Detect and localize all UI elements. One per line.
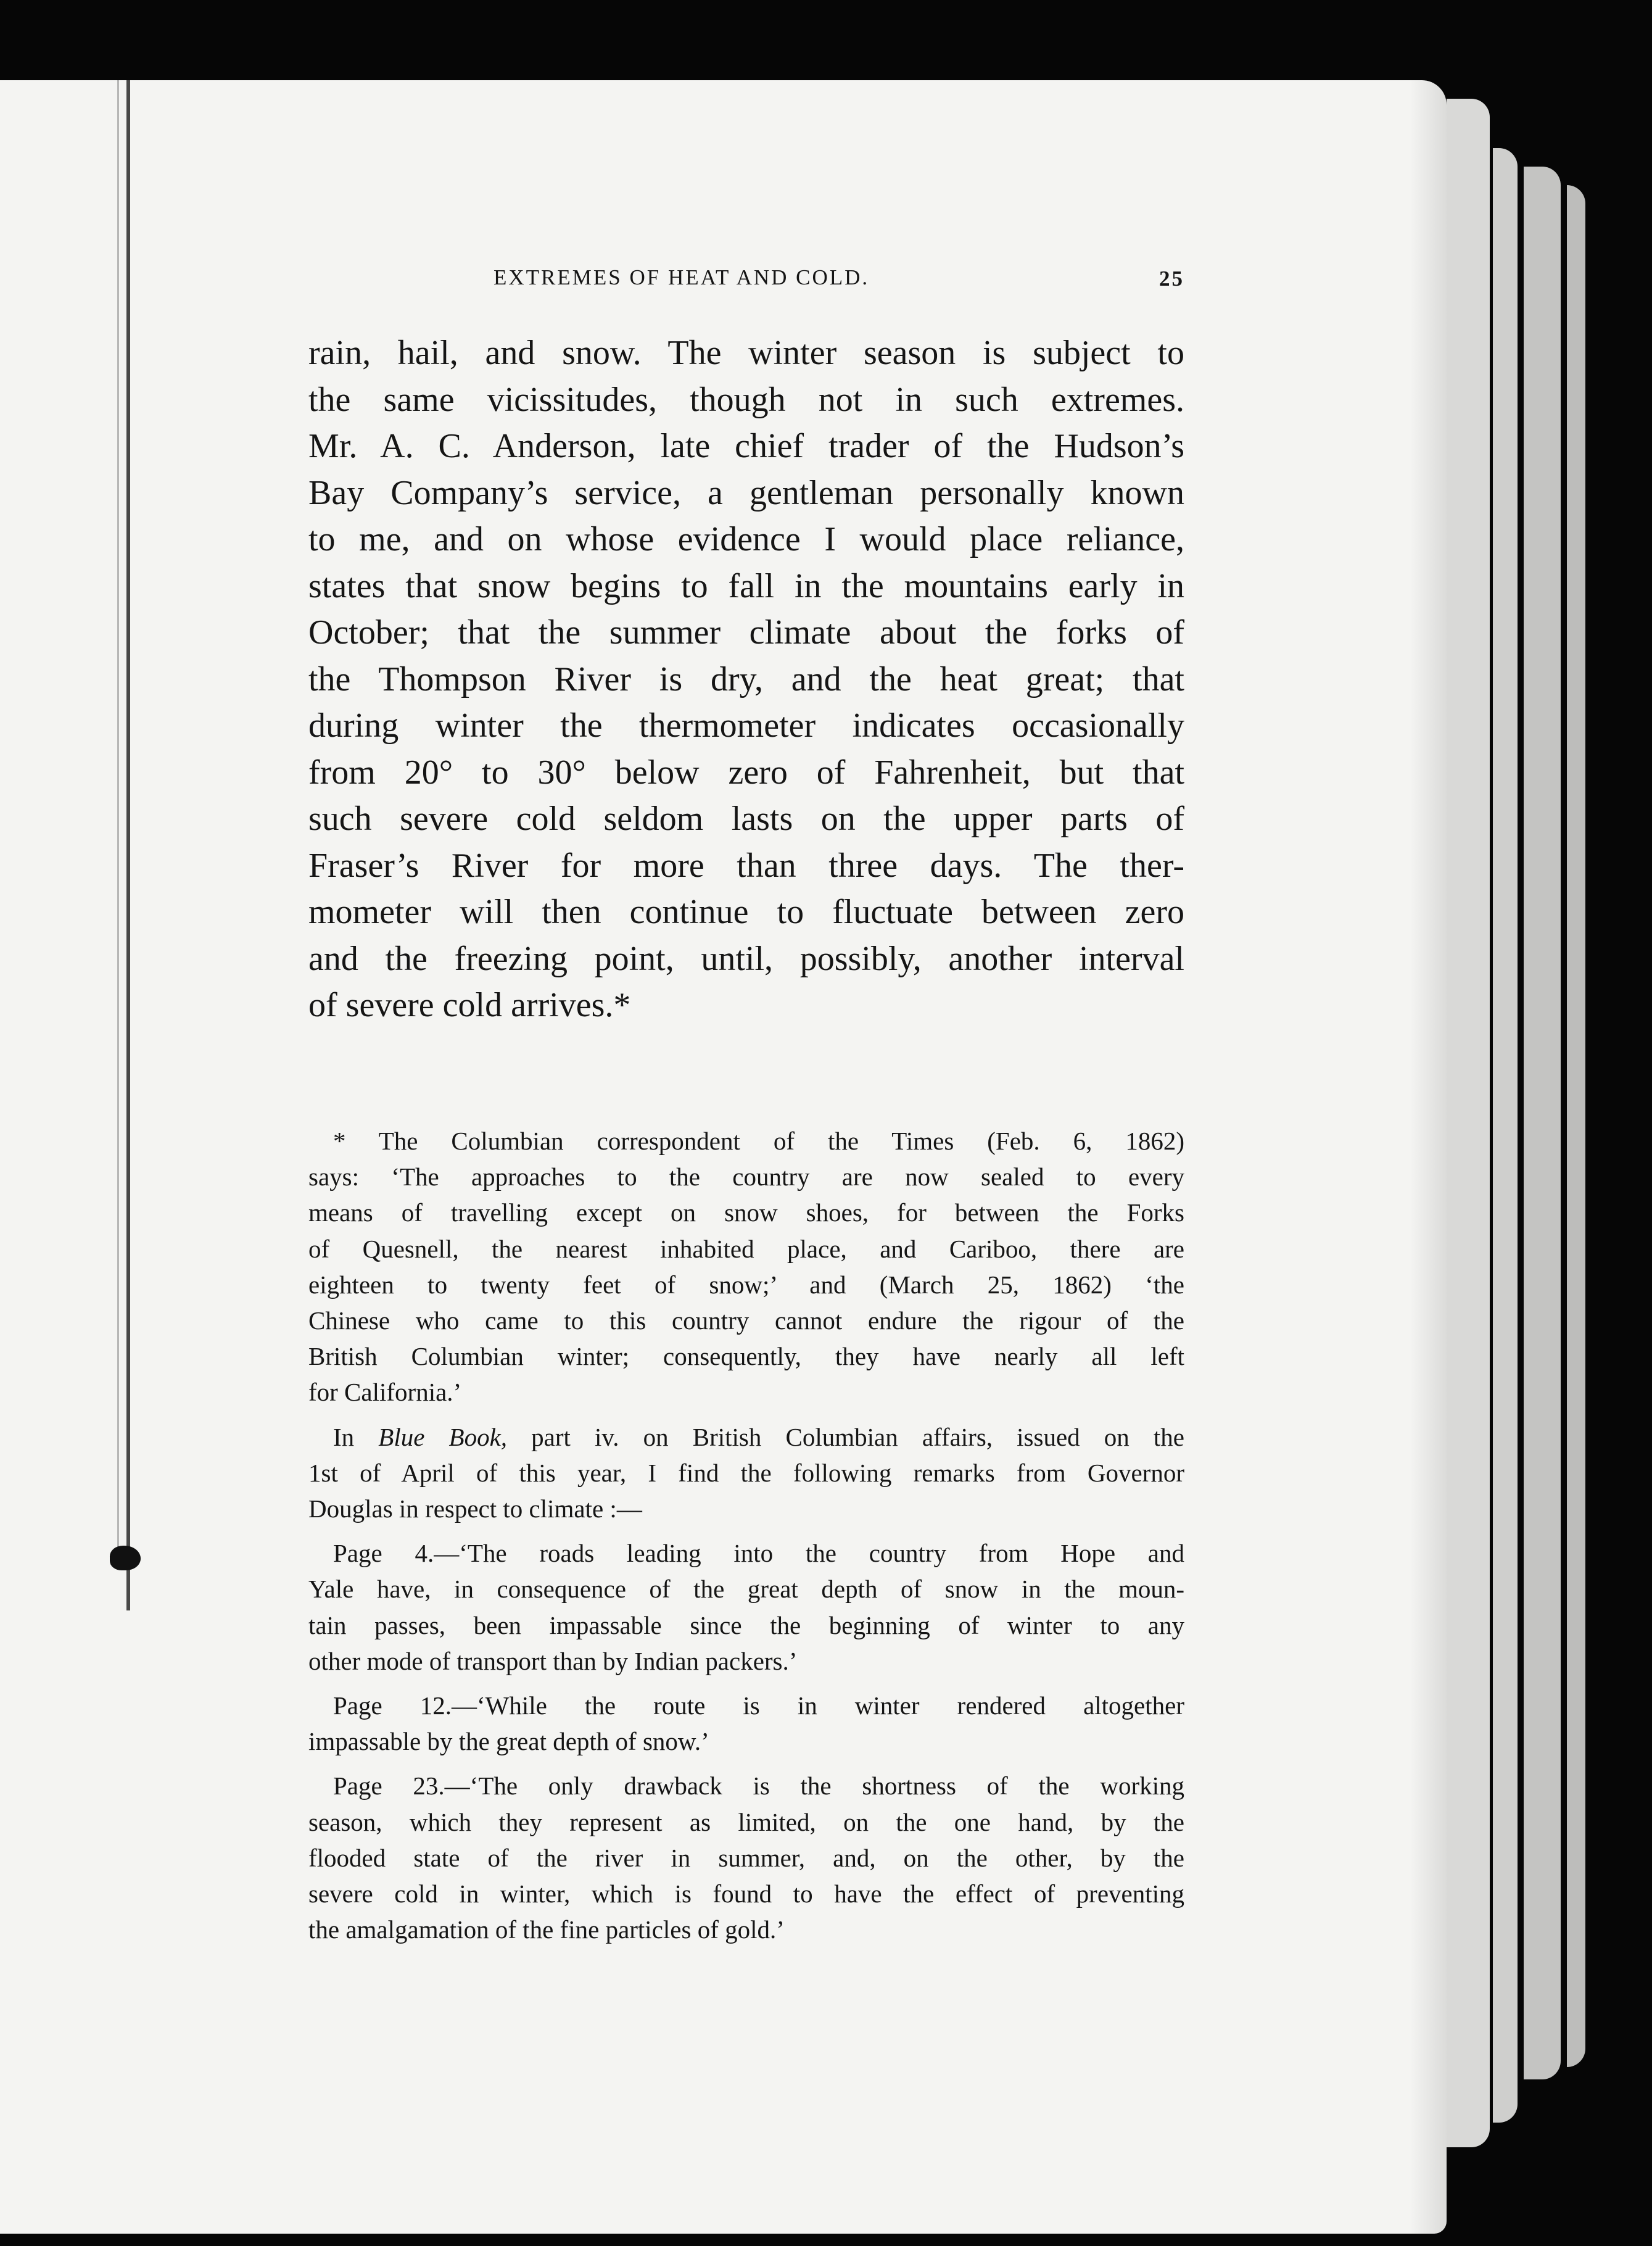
gutter-line: [126, 80, 130, 1610]
footnote-page12: [308, 1688, 1184, 1759]
body-line: Mr. A. C. Anderson, late chief trader of the Hudson’s: [308, 427, 1184, 465]
body-paragraph: [308, 330, 1184, 1029]
page-edge: [1447, 99, 1490, 2147]
page-edge: [1524, 167, 1561, 2079]
footnote-line: Page 4.—‘The roads leading into the country from Hope and: [333, 1539, 1184, 1568]
book-page: [0, 80, 1447, 2234]
bluebook-title: Blue Book,: [378, 1422, 508, 1451]
page-edge: [1493, 148, 1518, 2123]
gutter-mark: [110, 1546, 141, 1570]
body-line: Bay Company’s service, a gentleman personally known: [308, 473, 1184, 512]
bluebook-rest: part iv. on British Columbian affairs, issued on the: [507, 1422, 1184, 1451]
footnote-line: eighteen to twenty feet of snow;’ and (March 25, 1862) ‘the: [308, 1270, 1184, 1299]
footnote-line: season, which they represent as limited, on the one hand, by the: [308, 1807, 1184, 1836]
footnotes: [308, 1123, 1184, 1947]
body-line: mometer will then continue to fluctuate between zero: [308, 893, 1184, 931]
body-line: to me, and on whose evidence I would place reliance,: [308, 520, 1184, 558]
page-edge: [1567, 185, 1585, 2067]
body-line: such severe cold seldom lasts on the upper parts of: [308, 800, 1184, 838]
footnote-line: other mode of transport than by Indian packers.’: [308, 1646, 798, 1675]
footnote-bluebook: [308, 1419, 1184, 1527]
footnote-line: Page 23.—‘The only drawback is the shortness of the working: [333, 1772, 1184, 1801]
footnote-line: severe cold in winter, which is found to have the effect of preventing: [308, 1879, 1184, 1908]
footnote-line: of Quesnell, the nearest inhabited place, and Cariboo, there are: [308, 1234, 1184, 1263]
footnote-page4: [308, 1535, 1184, 1679]
body-line: and the freezing point, until, possibly, another interval: [308, 939, 1184, 978]
footnote-page23: [308, 1768, 1184, 1947]
body-line: October; that the summer climate about the forks of: [308, 613, 1184, 652]
body-line: from 20° to 30° below zero of Fahrenheit, but that: [308, 753, 1184, 792]
body-line: of severe cold arrives.*: [308, 986, 631, 1024]
footnote-line: 1st of April of this year, I find the following remarks from Governor: [308, 1458, 1184, 1487]
body-line: Fraser’s River for more than three days. The ther-: [308, 846, 1184, 885]
gutter-shadow: [117, 80, 119, 1561]
footnote-times: [308, 1123, 1184, 1411]
footnote-line: means of travelling except on snow shoes, for between the Forks: [308, 1198, 1184, 1227]
footnote-line: for California.’: [308, 1378, 462, 1407]
bluebook-prefix: In: [333, 1422, 379, 1451]
body-line: rain, hail, and snow. The winter season is subject to: [308, 334, 1184, 372]
footnote-line: Douglas in respect to climate :—: [308, 1494, 642, 1523]
body-line: the Thompson River is dry, and the heat great; that: [308, 660, 1184, 698]
footnote-line: tain passes, been impassable since the beginning of winter to any: [308, 1610, 1184, 1639]
page-number: 25: [1159, 267, 1184, 291]
page-curl-shadow: [1410, 80, 1447, 2234]
footnote-line: British Columbian winter; consequently, they have nearly all left: [308, 1342, 1184, 1371]
footnote-line: [308, 1419, 1184, 1455]
footnote-line: Yale have, in consequence of the great depth of snow in the moun-: [308, 1575, 1184, 1604]
footnote-line: Chinese who came to this country cannot endure the rigour of the: [308, 1306, 1184, 1335]
body-line: states that snow begins to fall in the mountains early in: [308, 566, 1184, 605]
running-head-title: EXTREMES OF HEAT AND COLD.: [494, 265, 870, 289]
footnote-line: says: ‘The approaches to the country are now sealed to every: [308, 1162, 1184, 1191]
footnote-line: * The Columbian correspondent of the Times (Feb. 6, 1862): [333, 1127, 1184, 1155]
footnote-line: the amalgamation of the fine particles of gold.’: [308, 1915, 785, 1944]
body-line: during winter the thermometer indicates occasionally: [308, 707, 1184, 745]
footnote-line: flooded state of the river in summer, and, on the other, by the: [308, 1843, 1184, 1872]
footnote-line: Page 12.—‘While the route is in winter rendered altogether: [333, 1691, 1184, 1720]
footnote-line: impassable by the great depth of snow.’: [308, 1727, 709, 1756]
body-line: the same vicissitudes, though not in such extremes.: [308, 380, 1184, 419]
